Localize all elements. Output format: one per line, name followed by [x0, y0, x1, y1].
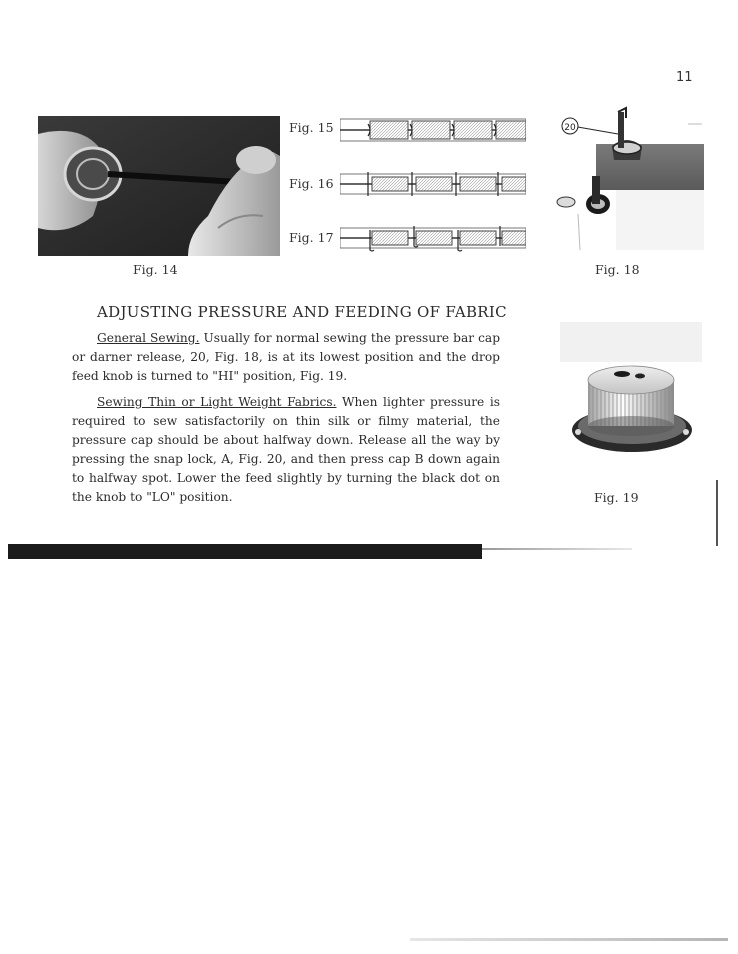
paragraph-thin-fabrics	[72, 393, 500, 507]
fig17-stitch-diagram	[340, 224, 526, 252]
fig16-caption: Fig. 16	[289, 176, 334, 191]
lead-thin-fabrics: Sewing Thin or Light Weight Fabrics.	[97, 395, 337, 409]
bottom-edge-line	[410, 938, 728, 941]
divider-bar	[8, 544, 482, 559]
paragraph-general-sewing	[72, 329, 500, 386]
section-heading: ADJUSTING PRESSURE AND FEEDING OF FABRIC	[97, 303, 507, 321]
fig14-caption: Fig. 14	[133, 262, 178, 277]
fig19-photo	[560, 322, 702, 472]
fig15-caption: Fig. 15	[289, 120, 334, 135]
fig16-stitch-diagram	[340, 170, 526, 198]
lead-general-sewing: General Sewing.	[97, 331, 200, 345]
fig19-caption: Fig. 19	[594, 490, 639, 505]
fig18-caption: Fig. 18	[595, 262, 640, 277]
paragraph-text: When lighter pressure is required to sew satisfactorily on thin silk or filmy material, the pressure cap should be about halfway down. Release all the way by pressing the snap lock, A, Fig. 20, and then press cap B down again to halfway spot. Lower the feed slightly by turning the black dot on the knob to "LO" position.	[72, 395, 500, 504]
fig18-callout: 20	[564, 123, 576, 133]
divider-fade	[482, 548, 632, 550]
page-number: 11	[676, 70, 693, 85]
fig14-illustration	[38, 116, 280, 256]
edge-mark	[716, 480, 718, 546]
fig15-stitch-diagram	[340, 116, 526, 144]
fig14-photo	[38, 116, 280, 256]
paragraph-text: Usually for normal sewing the pressure bar cap or darner release, 20, Fig. 18, is at its lowest position and the drop feed knob is turned to "HI" position, Fig. 19.	[72, 331, 500, 383]
fig18-photo	[556, 104, 704, 256]
fig17-caption: Fig. 17	[289, 230, 334, 245]
